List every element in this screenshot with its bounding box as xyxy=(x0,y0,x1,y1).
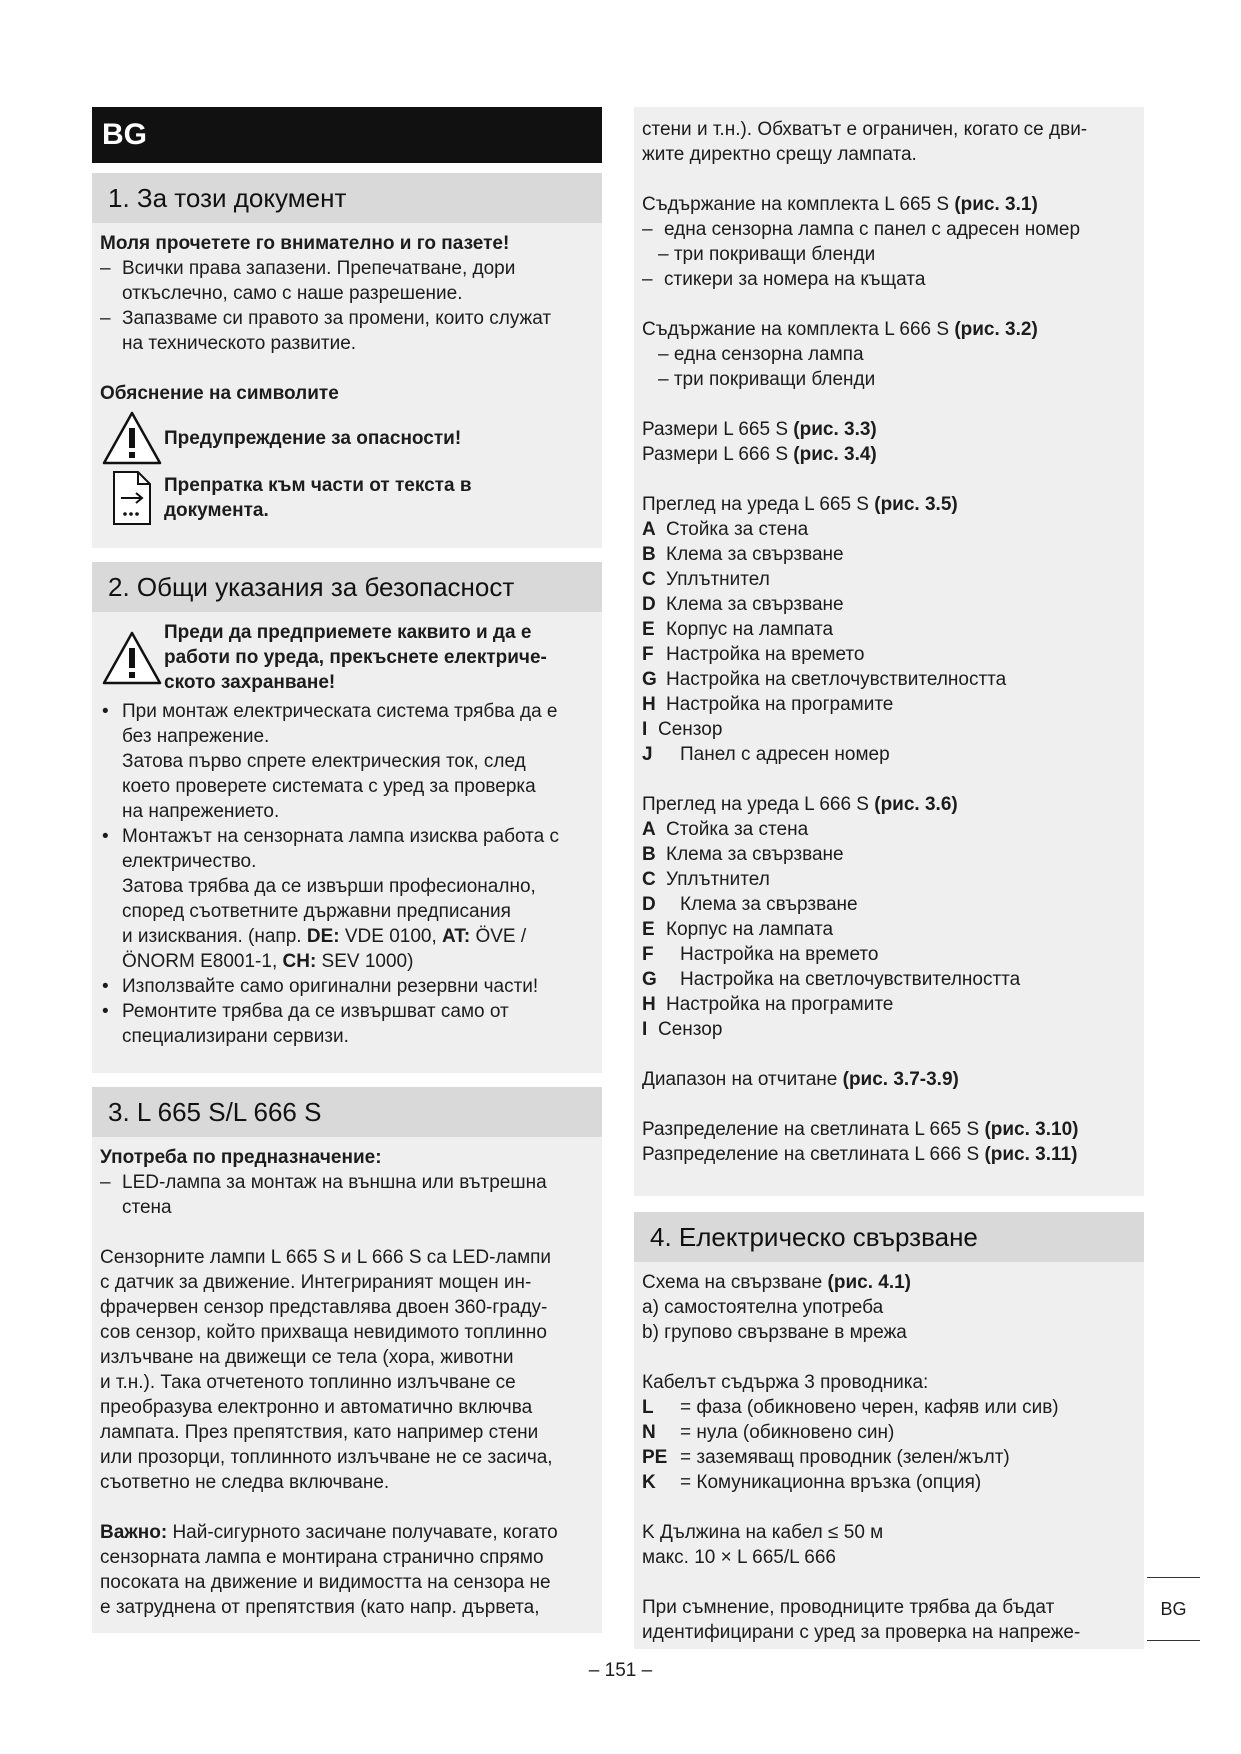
right-column xyxy=(634,107,1144,1649)
page-number: – 151 – xyxy=(588,1660,653,1681)
document-reference-icon xyxy=(100,470,164,526)
section-title: 1. За този документ xyxy=(92,173,602,223)
list-item: E Корпус на лампата xyxy=(642,919,834,940)
wiring-scheme: Схема на свързване (рис. 4.1) a) самостоятелна употреба b) групово свързване в мрежа xyxy=(642,1272,911,1343)
light-distribution: Разпределение на светлината L 665 S (рис. 3.10) Разпределение на светлината L 666 S (рис. 3.11) xyxy=(642,1119,1079,1165)
list-item: H Настройка на програмите xyxy=(642,694,894,715)
list-item: • При монтаж електрическата система трябва да е без напрежение. Затова първо спрете електрическия ток, след което проверете системата с уред за проверка на напрежението. xyxy=(100,699,594,824)
list-item: – една сензорна лампа xyxy=(658,344,864,365)
list-item: – една сензорна лампа с панел с адресен номер xyxy=(642,217,1136,242)
list-item: PE = заземяващ проводник (зелен/жълт) xyxy=(642,1447,1010,1468)
list-item: C Уплътнител xyxy=(642,869,770,890)
section-electrical-connection xyxy=(634,1212,1144,1649)
list-item: J Панел с адресен номер xyxy=(642,744,890,765)
list-item: – LED-лампа за монтаж на външна или вътрешна стена xyxy=(100,1170,594,1220)
section-title: 3. L 665 S/L 666 S xyxy=(92,1087,602,1137)
list-item: • Използвайте само оригинални резервни части! xyxy=(100,974,594,999)
list-item: • Монтажът на сензорната лампа изисква работа с електричество. Затова трябва да се извърши професионално, според съответните държавни предписания и изисквания. (напр. DE: VDE 0100, AT: ÖVE / ÖNORM E8001-1, CH: SEV 1000) xyxy=(100,824,594,974)
list-item: B Клема за свързване xyxy=(642,844,844,865)
section-product xyxy=(92,1087,602,1633)
warning-triangle-icon xyxy=(100,630,164,686)
detection-range: Диапазон на отчитане (рис. 3.7-3.9) xyxy=(642,1069,959,1090)
reference-text: Препратка към части от текста в документа. xyxy=(164,475,472,521)
cable-conductors: Кабелът съдържа 3 проводника: L = фаза (обикновено черен, кафяв или сив) N = нула (обикновено син) PE = заземяващ проводник (зелен/жълт) K = Комуникационна връзка (опция) xyxy=(642,1370,1136,1495)
range-limit-text: стени и т.н.). Обхватът е ограничен, когато се дви- жите директно срещу лампата. xyxy=(642,119,1088,165)
device-overview-666: Преглед на уреда L 666 S (рис. 3.6) A Стойка за стена B Клема за свързване C Уплътнител D Клема за свързване E Корпус на лампата F Настройка на времето G Настройка на светлочувствителността H Настройка на програмите I Сензор xyxy=(642,792,1136,1042)
list-item: – стикери за номера на къщата xyxy=(642,267,1136,292)
list-item: G Настройка на светлочувствителността xyxy=(642,669,1007,690)
important-note: Важно: Най-сигурното засичане получавате, когато сензорната лампа е монтирана странично спрямо посоката на движение и видимостта на сензора не е затруднена от препятствия (като напр. дървета, xyxy=(100,1522,558,1618)
list-item: N = нула (обикновено син) xyxy=(642,1422,895,1443)
section-title: 2. Общи указания за безопасност xyxy=(92,562,602,612)
dimensions: Размери L 665 S (рис. 3.3) Размери L 666 S (рис. 3.4) xyxy=(642,419,877,465)
list-item: – три покриващи бленди xyxy=(658,244,876,265)
read-carefully-note: Моля прочетете го внимателно и го пазете! xyxy=(100,233,510,254)
product-description: Сензорните лампи L 665 S и L 666 S са LED-лампи с датчик за движение. Интегрираният мощен ин- фрачервен сензор представлява двоен 360-граду- сов сензор, който прихваща невидимото топлинно излъчване на движещи се тела (хора, животни и т.н.). Така отчетеното топлинно излъчване се преобразува електронно и автоматично включва лампата. През препятствия, като например стени или прозорци, топлинното излъчване не се засича, съответно не следва включване. xyxy=(100,1247,553,1493)
list-item: – три покриващи бленди xyxy=(658,369,876,390)
list-item: D Клема за свързване xyxy=(642,894,858,915)
list-item: I Сензор xyxy=(642,1019,723,1040)
list-item: F Настройка на времето xyxy=(642,644,865,665)
language-header: BG xyxy=(92,107,602,163)
warning-text: Предупреждение за опасности! xyxy=(164,427,462,449)
section-safety xyxy=(92,562,602,1073)
kit-contents-666: Съдържание на комплекта L 666 S (рис. 3.2) – една сензорна лампа – три покриващи бленди xyxy=(642,317,1136,392)
list-item: F Настройка на времето xyxy=(642,944,879,965)
symbols-title: Обяснение на символите xyxy=(100,383,339,404)
list-item: A Стойка за стена xyxy=(642,819,809,840)
list-item: E Корпус на лампата xyxy=(642,619,834,640)
list-item: H Настройка на програмите xyxy=(642,994,894,1015)
list-item: C Уплътнител xyxy=(642,569,770,590)
safety-warning-text: Преди да предприемете каквито и да е работи по уреда, прекъснете електриче- ското захранване! xyxy=(164,622,547,693)
left-column xyxy=(92,107,602,1633)
kit-contents-665: Съдържание на комплекта L 665 S (рис. 3.1) – една сензорна лампа с панел с адресен номер – три покриващи бленди – стикери за номера на къщата xyxy=(642,192,1136,292)
language-side-tab: BG xyxy=(1147,1577,1200,1641)
list-item: L = фаза (обикновено черен, кафяв или сив) xyxy=(642,1397,1059,1418)
list-item: – Запазваме си правото за промени, които служат на техническото развитие. xyxy=(100,306,594,356)
list-item: G Настройка на светлочувствителността xyxy=(642,969,1021,990)
list-item: A Стойка за стена xyxy=(642,519,809,540)
section-about-document xyxy=(92,173,602,548)
section-product-continued xyxy=(634,107,1144,1196)
safety-warning-row xyxy=(100,620,594,695)
list-item: K = Комуникационна връзка (опция) xyxy=(642,1472,982,1493)
section-title: 4. Електрическо свързване xyxy=(634,1212,1144,1262)
symbol-warning-row xyxy=(100,410,594,466)
list-item: D Клема за свързване xyxy=(642,594,844,615)
doubt-note: При съмнение, проводниците трябва да бъдат идентифицирани с уред за проверка на напреже- xyxy=(642,1597,1081,1643)
cable-length: K Дължина на кабел ≤ 50 м макс. 10 × L 665/L 666 xyxy=(642,1522,884,1568)
intended-use-title: Употреба по предназначение: xyxy=(100,1147,382,1168)
list-item: I Сензор xyxy=(642,719,723,740)
list-item: – Всички права запазени. Препечатване, дори откъслечно, само с наше разрешение. xyxy=(100,256,594,306)
warning-triangle-icon xyxy=(100,410,164,466)
list-item: B Клема за свързване xyxy=(642,544,844,565)
device-overview-665: Преглед на уреда L 665 S (рис. 3.5) A Стойка за стена B Клема за свързване C Уплътнител D Клема за свързване E Корпус на лампата F Настройка на времето G Настройка на светлочувствителността H Настройка на програмите I Сензор J Панел с адресен номер xyxy=(642,492,1136,767)
symbol-reference-row xyxy=(100,470,594,526)
list-item: • Ремонтите трябва да се извършват само от специализирани сервизи. xyxy=(100,999,594,1049)
